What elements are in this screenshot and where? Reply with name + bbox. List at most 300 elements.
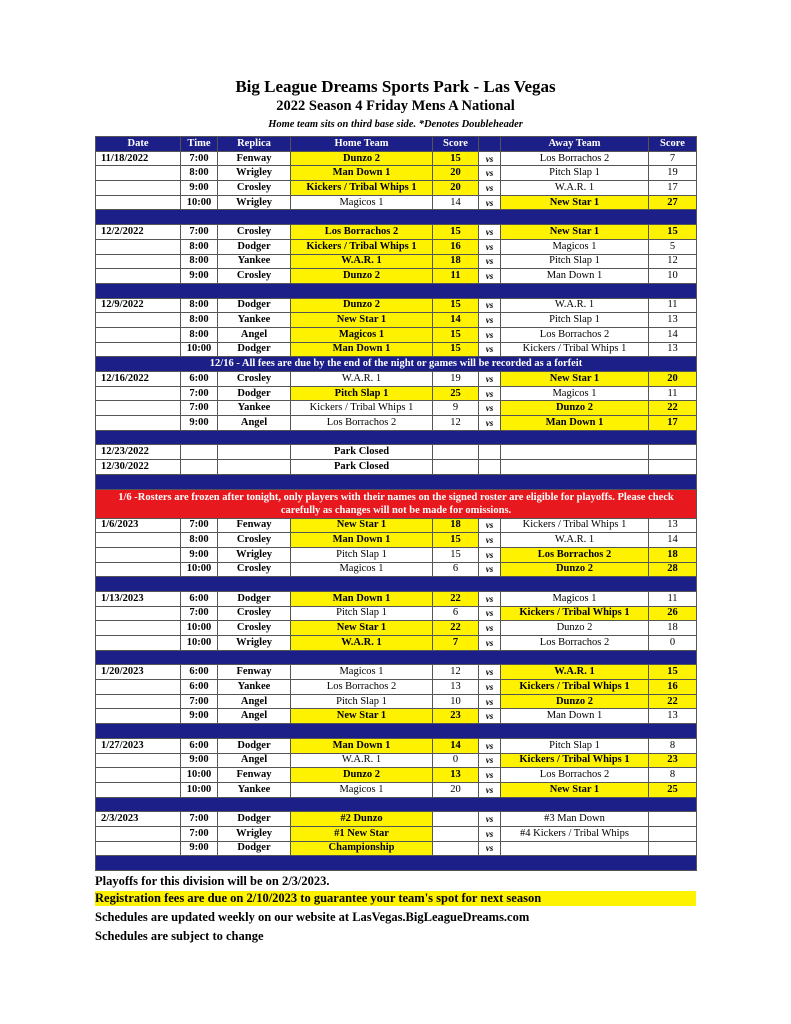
time-cell: 9:00 <box>181 416 218 431</box>
replica-cell: Angel <box>218 416 291 431</box>
time-cell: 10:00 <box>181 636 218 651</box>
home-team-cell: #2 Dunzo <box>291 812 433 827</box>
date-cell <box>96 694 181 709</box>
away-team-cell: New Star 1 <box>501 225 649 240</box>
away-team-cell: Kickers / Tribal Whips 1 <box>501 680 649 695</box>
home-team-cell: New Star 1 <box>291 313 433 328</box>
date-cell <box>96 181 181 196</box>
away-score-cell: 25 <box>649 782 697 797</box>
header-time: Time <box>181 137 218 152</box>
replica-cell: Crosley <box>218 533 291 548</box>
game-row <box>96 562 697 577</box>
home-score-cell: 12 <box>433 665 479 680</box>
game-row <box>96 680 697 695</box>
home-team-cell: Kickers / Tribal Whips 1 <box>291 401 433 416</box>
time-cell: 6:00 <box>181 372 218 387</box>
game-row <box>96 621 697 636</box>
replica-cell: Crosley <box>218 269 291 284</box>
away-team-cell: Los Borrachos 2 <box>501 151 649 166</box>
replica-cell: Yankee <box>218 782 291 797</box>
date-cell <box>96 166 181 181</box>
vs-cell: vs <box>479 372 501 387</box>
replica-cell: Wrigley <box>218 826 291 841</box>
date-cell: 12/23/2022 <box>96 445 181 460</box>
away-score-cell: 11 <box>649 386 697 401</box>
home-score-cell: 23 <box>433 709 479 724</box>
vs-cell: vs <box>479 401 501 416</box>
away-score-cell: 23 <box>649 753 697 768</box>
home-team-cell: Magicos 1 <box>291 782 433 797</box>
closed-row <box>96 460 697 475</box>
replica-cell: Dodger <box>218 386 291 401</box>
game-row <box>96 709 697 724</box>
date-cell: 12/16/2022 <box>96 372 181 387</box>
replica-cell: Angel <box>218 753 291 768</box>
away-score-cell: 13 <box>649 342 697 357</box>
away-score-cell: 8 <box>649 768 697 783</box>
game-row <box>96 372 697 387</box>
home-score-cell: 25 <box>433 386 479 401</box>
replica-cell: Fenway <box>218 768 291 783</box>
game-row <box>96 591 697 606</box>
date-cell: 12/2/2022 <box>96 225 181 240</box>
away-team-cell: #3 Man Down <box>501 812 649 827</box>
away-score-cell: 17 <box>649 416 697 431</box>
separator-row <box>96 797 697 812</box>
home-score-cell <box>433 460 479 475</box>
time-cell: 7:00 <box>181 225 218 240</box>
separator-row <box>96 210 697 225</box>
away-score-cell: 26 <box>649 606 697 621</box>
time-cell: 8:00 <box>181 166 218 181</box>
vs-cell: vs <box>479 768 501 783</box>
time-cell: 10:00 <box>181 342 218 357</box>
home-score-cell: 14 <box>433 313 479 328</box>
home-team-cell: Magicos 1 <box>291 665 433 680</box>
vs-cell: vs <box>479 386 501 401</box>
away-team-cell: Dunzo 2 <box>501 562 649 577</box>
game-row <box>96 269 697 284</box>
game-row <box>96 327 697 342</box>
date-cell <box>96 680 181 695</box>
vs-cell: vs <box>479 181 501 196</box>
table-header-row <box>96 137 697 152</box>
closed-row <box>96 445 697 460</box>
separator-cell <box>96 210 697 225</box>
away-team-cell: Los Borrachos 2 <box>501 547 649 562</box>
home-score-cell: 0 <box>433 753 479 768</box>
date-cell: 2/3/2023 <box>96 812 181 827</box>
time-cell: 9:00 <box>181 547 218 562</box>
date-cell <box>96 401 181 416</box>
game-row <box>96 694 697 709</box>
header-away-team: Away Team <box>501 137 649 152</box>
replica-cell: Dodger <box>218 812 291 827</box>
away-score-cell: 10 <box>649 269 697 284</box>
vs-cell: vs <box>479 782 501 797</box>
schedule-note: Home team sits on third base side. *Denotes Doubleheader <box>268 119 523 130</box>
away-score-cell: 28 <box>649 562 697 577</box>
date-cell <box>96 782 181 797</box>
home-score-cell: 12 <box>433 416 479 431</box>
footer-registration: Registration fees are due on 2/10/2023 to guarantee your team's spot for next season <box>95 891 696 906</box>
home-score-cell: 13 <box>433 680 479 695</box>
game-row <box>96 636 697 651</box>
home-score-cell: 20 <box>433 782 479 797</box>
game-row <box>96 812 697 827</box>
time-cell <box>181 445 218 460</box>
separator-row <box>96 724 697 739</box>
vs-cell: vs <box>479 225 501 240</box>
home-team-cell: Dunzo 2 <box>291 269 433 284</box>
away-team-cell: Pitch Slap 1 <box>501 313 649 328</box>
replica-cell: Yankee <box>218 401 291 416</box>
vs-cell: vs <box>479 738 501 753</box>
away-team-cell: W.A.R. 1 <box>501 181 649 196</box>
vs-cell: vs <box>479 812 501 827</box>
home-team-cell: Dunzo 2 <box>291 768 433 783</box>
replica-cell: Yankee <box>218 313 291 328</box>
replica-cell: Crosley <box>218 621 291 636</box>
home-score-cell <box>433 812 479 827</box>
header-away-score: Score <box>649 137 697 152</box>
away-score-cell: 11 <box>649 591 697 606</box>
home-score-cell: 16 <box>433 239 479 254</box>
home-score-cell: 22 <box>433 621 479 636</box>
game-row <box>96 151 697 166</box>
vs-cell: vs <box>479 826 501 841</box>
away-score-cell: 13 <box>649 313 697 328</box>
date-cell <box>96 254 181 269</box>
date-cell: 1/27/2023 <box>96 738 181 753</box>
home-team-cell: Championship <box>291 841 433 856</box>
game-row <box>96 665 697 680</box>
header-replica: Replica <box>218 137 291 152</box>
away-score-cell: 20 <box>649 372 697 387</box>
away-team-cell: W.A.R. 1 <box>501 665 649 680</box>
game-row <box>96 401 697 416</box>
home-score-cell: 19 <box>433 372 479 387</box>
home-score-cell: 13 <box>433 768 479 783</box>
page-title: Big League Dreams Sports Park - Las Vegas <box>235 77 556 96</box>
home-score-cell: 15 <box>433 342 479 357</box>
vs-cell: vs <box>479 680 501 695</box>
home-score-cell: 11 <box>433 269 479 284</box>
vs-cell: vs <box>479 621 501 636</box>
home-team-cell: Dunzo 2 <box>291 298 433 313</box>
away-team-cell: Magicos 1 <box>501 386 649 401</box>
time-cell: 7:00 <box>181 151 218 166</box>
replica-cell: Wrigley <box>218 166 291 181</box>
roster-alert-row <box>96 489 697 518</box>
vs-cell: vs <box>479 533 501 548</box>
vs-cell: vs <box>479 591 501 606</box>
notice-text: 12/16 - All fees are due by the end of the night or games will be recorded as a forfeit <box>96 357 697 372</box>
home-team-cell: Los Borrachos 2 <box>291 416 433 431</box>
time-cell: 6:00 <box>181 680 218 695</box>
away-score-cell: 22 <box>649 401 697 416</box>
closed-label: Park Closed <box>291 445 433 460</box>
away-score-cell: 14 <box>649 327 697 342</box>
home-score-cell: 18 <box>433 518 479 533</box>
home-team-cell: Pitch Slap 1 <box>291 694 433 709</box>
home-team-cell: W.A.R. 1 <box>291 254 433 269</box>
home-score-cell: 14 <box>433 738 479 753</box>
time-cell: 7:00 <box>181 826 218 841</box>
away-team-cell: Dunzo 2 <box>501 621 649 636</box>
away-score-cell <box>649 460 697 475</box>
separator-row <box>96 650 697 665</box>
replica-cell: Dodger <box>218 298 291 313</box>
footer-website: Schedules are updated weekly on our website at LasVegas.BigLeagueDreams.com <box>95 910 530 924</box>
date-cell: 11/18/2022 <box>96 151 181 166</box>
date-cell <box>96 709 181 724</box>
replica-cell: Fenway <box>218 151 291 166</box>
home-score-cell <box>433 841 479 856</box>
replica-cell: Fenway <box>218 665 291 680</box>
replica-cell: Yankee <box>218 254 291 269</box>
away-team-cell: Man Down 1 <box>501 416 649 431</box>
away-score-cell: 15 <box>649 225 697 240</box>
time-cell: 10:00 <box>181 621 218 636</box>
home-team-cell: Los Borrachos 2 <box>291 680 433 695</box>
replica-cell: Dodger <box>218 239 291 254</box>
away-team-cell: Kickers / Tribal Whips 1 <box>501 342 649 357</box>
separator-cell <box>96 577 697 592</box>
home-team-cell: New Star 1 <box>291 518 433 533</box>
time-cell: 9:00 <box>181 181 218 196</box>
home-score-cell: 15 <box>433 327 479 342</box>
separator-row <box>96 283 697 298</box>
vs-cell: vs <box>479 239 501 254</box>
home-score-cell: 18 <box>433 254 479 269</box>
away-team-cell: Magicos 1 <box>501 239 649 254</box>
time-cell: 7:00 <box>181 386 218 401</box>
home-score-cell: 14 <box>433 195 479 210</box>
vs-cell: vs <box>479 709 501 724</box>
home-team-cell: Kickers / Tribal Whips 1 <box>291 239 433 254</box>
time-cell: 6:00 <box>181 665 218 680</box>
replica-cell: Dodger <box>218 841 291 856</box>
roster-alert-text: 1/6 -Rosters are frozen after tonight, only players with their names on the signed roster are eligible for playoffs. Please check carefully as changes will not be made for omissions. <box>96 489 697 518</box>
away-team-cell <box>501 445 649 460</box>
home-team-cell: New Star 1 <box>291 621 433 636</box>
date-cell <box>96 195 181 210</box>
away-team-cell <box>501 841 649 856</box>
replica-cell: Wrigley <box>218 636 291 651</box>
away-team-cell: Man Down 1 <box>501 709 649 724</box>
away-score-cell: 11 <box>649 298 697 313</box>
replica-cell: Angel <box>218 709 291 724</box>
replica-cell: Angel <box>218 327 291 342</box>
home-team-cell: Pitch Slap 1 <box>291 606 433 621</box>
date-cell <box>96 416 181 431</box>
home-score-cell: 15 <box>433 533 479 548</box>
date-cell <box>96 342 181 357</box>
notice-row <box>96 357 697 372</box>
separator-row <box>96 430 697 445</box>
page-subtitle: 2022 Season 4 Friday Mens A National <box>276 98 515 114</box>
game-row <box>96 254 697 269</box>
home-score-cell <box>433 826 479 841</box>
away-score-cell <box>649 445 697 460</box>
away-team-cell: Magicos 1 <box>501 591 649 606</box>
home-team-cell: Magicos 1 <box>291 562 433 577</box>
home-team-cell: #1 New Star <box>291 826 433 841</box>
date-cell <box>96 386 181 401</box>
time-cell: 8:00 <box>181 313 218 328</box>
game-row <box>96 738 697 753</box>
away-score-cell: 16 <box>649 680 697 695</box>
footer-playoffs: Playoffs for this division will be on 2/3/2023. <box>95 874 330 888</box>
home-score-cell: 6 <box>433 562 479 577</box>
replica-cell: Wrigley <box>218 547 291 562</box>
time-cell: 9:00 <box>181 753 218 768</box>
separator-row <box>96 577 697 592</box>
replica-cell: Dodger <box>218 738 291 753</box>
away-score-cell: 7 <box>649 151 697 166</box>
separator-cell <box>96 283 697 298</box>
away-team-cell: Dunzo 2 <box>501 401 649 416</box>
vs-cell: vs <box>479 195 501 210</box>
home-team-cell: Magicos 1 <box>291 195 433 210</box>
home-team-cell: Pitch Slap 1 <box>291 386 433 401</box>
time-cell <box>181 460 218 475</box>
home-team-cell: W.A.R. 1 <box>291 753 433 768</box>
schedule-table <box>95 136 697 871</box>
time-cell: 8:00 <box>181 298 218 313</box>
date-cell <box>96 547 181 562</box>
home-team-cell: Man Down 1 <box>291 591 433 606</box>
header-vs <box>479 137 501 152</box>
replica-cell: Crosley <box>218 225 291 240</box>
home-score-cell: 15 <box>433 298 479 313</box>
replica-cell: Yankee <box>218 680 291 695</box>
replica-cell: Crosley <box>218 606 291 621</box>
home-score-cell: 20 <box>433 166 479 181</box>
away-team-cell: Pitch Slap 1 <box>501 254 649 269</box>
home-score-cell: 10 <box>433 694 479 709</box>
date-cell: 12/30/2022 <box>96 460 181 475</box>
game-row <box>96 518 697 533</box>
vs-cell: vs <box>479 636 501 651</box>
time-cell: 10:00 <box>181 768 218 783</box>
home-score-cell: 7 <box>433 636 479 651</box>
date-cell <box>96 606 181 621</box>
date-cell: 1/6/2023 <box>96 518 181 533</box>
home-team-cell: Man Down 1 <box>291 166 433 181</box>
date-cell <box>96 753 181 768</box>
separator-cell <box>96 474 697 489</box>
game-row <box>96 768 697 783</box>
game-row <box>96 416 697 431</box>
game-row <box>96 753 697 768</box>
replica-cell <box>218 445 291 460</box>
home-team-cell: Los Borrachos 2 <box>291 225 433 240</box>
home-team-cell: Pitch Slap 1 <box>291 547 433 562</box>
time-cell: 9:00 <box>181 269 218 284</box>
vs-cell: vs <box>479 665 501 680</box>
game-row <box>96 225 697 240</box>
game-row <box>96 195 697 210</box>
separator-cell <box>96 856 697 871</box>
away-team-cell: Los Borrachos 2 <box>501 327 649 342</box>
game-row <box>96 181 697 196</box>
home-score-cell: 9 <box>433 401 479 416</box>
vs-cell: vs <box>479 518 501 533</box>
home-team-cell: Man Down 1 <box>291 342 433 357</box>
time-cell: 7:00 <box>181 518 218 533</box>
date-cell <box>96 841 181 856</box>
vs-cell: vs <box>479 166 501 181</box>
time-cell: 7:00 <box>181 694 218 709</box>
date-cell <box>96 636 181 651</box>
vs-cell: vs <box>479 313 501 328</box>
replica-cell: Crosley <box>218 562 291 577</box>
replica-cell: Dodger <box>218 591 291 606</box>
time-cell: 10:00 <box>181 562 218 577</box>
vs-cell: vs <box>479 547 501 562</box>
date-cell <box>96 533 181 548</box>
away-score-cell <box>649 826 697 841</box>
vs-cell: vs <box>479 753 501 768</box>
home-score-cell: 15 <box>433 225 479 240</box>
time-cell: 8:00 <box>181 533 218 548</box>
home-score-cell <box>433 445 479 460</box>
vs-cell: vs <box>479 254 501 269</box>
replica-cell: Crosley <box>218 372 291 387</box>
away-score-cell <box>649 841 697 856</box>
away-score-cell: 8 <box>649 738 697 753</box>
home-score-cell: 15 <box>433 151 479 166</box>
date-cell <box>96 327 181 342</box>
date-cell: 1/20/2023 <box>96 665 181 680</box>
vs-cell: vs <box>479 298 501 313</box>
game-row <box>96 841 697 856</box>
away-score-cell: 19 <box>649 166 697 181</box>
time-cell: 8:00 <box>181 239 218 254</box>
away-score-cell: 22 <box>649 694 697 709</box>
replica-cell: Crosley <box>218 181 291 196</box>
time-cell: 7:00 <box>181 606 218 621</box>
replica-cell: Fenway <box>218 518 291 533</box>
away-team-cell: #4 Kickers / Tribal Whips <box>501 826 649 841</box>
away-team-cell: Los Borrachos 2 <box>501 768 649 783</box>
game-row <box>96 386 697 401</box>
header-home-team: Home Team <box>291 137 433 152</box>
home-team-cell: W.A.R. 1 <box>291 636 433 651</box>
vs-cell <box>479 460 501 475</box>
time-cell: 6:00 <box>181 591 218 606</box>
replica-cell: Wrigley <box>218 195 291 210</box>
away-score-cell: 13 <box>649 709 697 724</box>
vs-cell: vs <box>479 342 501 357</box>
game-row <box>96 826 697 841</box>
game-row <box>96 313 697 328</box>
away-score-cell: 18 <box>649 547 697 562</box>
replica-cell <box>218 460 291 475</box>
date-cell: 1/13/2023 <box>96 591 181 606</box>
date-cell <box>96 313 181 328</box>
game-row <box>96 342 697 357</box>
away-team-cell: Pitch Slap 1 <box>501 166 649 181</box>
away-team-cell: Los Borrachos 2 <box>501 636 649 651</box>
date-cell <box>96 269 181 284</box>
away-team-cell: Kickers / Tribal Whips 1 <box>501 753 649 768</box>
home-team-cell: Magicos 1 <box>291 327 433 342</box>
away-score-cell: 13 <box>649 518 697 533</box>
time-cell: 8:00 <box>181 254 218 269</box>
